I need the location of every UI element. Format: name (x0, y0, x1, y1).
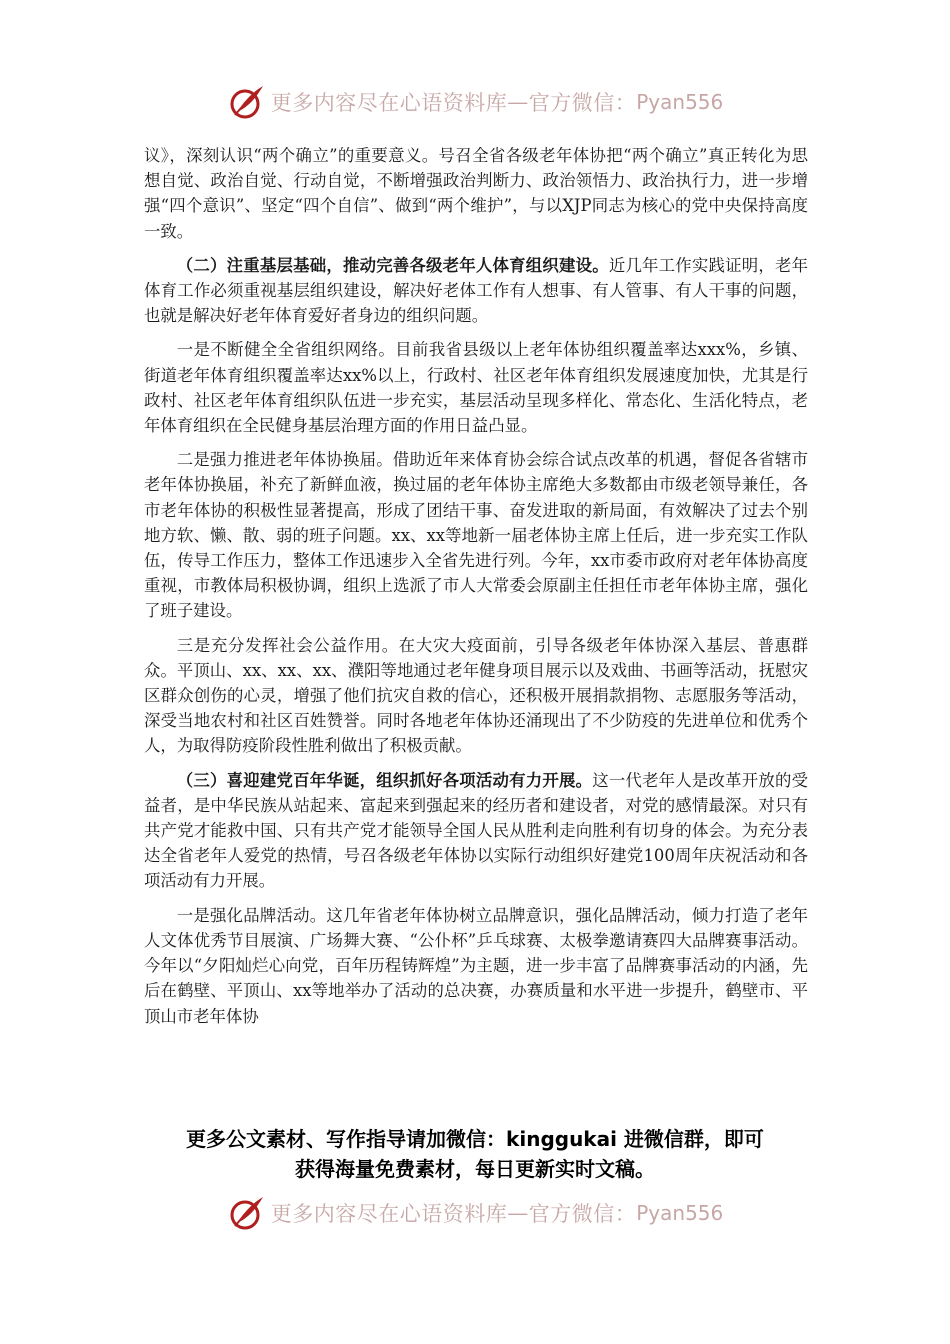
paragraph-section-3: （三）喜迎建党百年华诞，组织抓好各项活动有力开展。这一代老年人是改革开放的受益者，是中华民族从站起来、富起来到强起来的经历者和建设者，对党的感情最深。对只有共产党才能救中国、只有共产党才能领导全国人民从胜利走向胜利有切身的体会。为充分表达全省老年人爱党的热情，号召各级老年体协以实际行动组织好建党100周年庆祝活动和各项活动有力开展。 (144, 770, 809, 891)
quill-circle-icon (227, 82, 267, 122)
section-heading: （二）注重基层基础，推动完善各级老年人体育组织建设。 (176, 255, 609, 275)
paragraph: 议》，深刻认识“两个确立”的重要意义。号召全省各级老年体协把“两个确立”真正转化为思想自觉、政治自觉、行动自觉，不断增强政治判断力、政治领悟力、政治执行力，进一步增强“四个意识”、坚定“四个自信”、做到“两个维护”，与以XJP同志为核心的党中央保持高度一致。 (144, 146, 808, 241)
promo-line-2: 获得海量免费素材，每日更新实时文稿。 (295, 1157, 655, 1181)
watermark-dash: — (507, 90, 529, 114)
paragraph: 三是充分发挥社会公益作用。在大灾大疫面前，引导各级老年体协深入基层、普惠群众。平顶山、xx、xx、xx、濮阳等地通过老年健身项目展示以及戏曲、书画等活动，抚慰灾区群众创伤的心灵，增强了他们抗灾自救的信心，还积极开展捐款捐物、志愿服务等活动，深受当地农村和社区百姓赞誉。同时各地老年体协还涌现出了不少防疫的先进单位和优秀个人，为取得防疫阶段性胜利做出了积极贡献。 (144, 635, 808, 756)
paragraph: 一是强化品牌活动。这几年省老年体协树立品牌意识，强化品牌活动，倾力打造了老年人文体优秀节目展演、广场舞大赛、“公仆杯”乒乓球赛、太极拳邀请赛四大品牌赛事活动。今年以“夕阳灿烂心向党，百年历程铸辉煌”为主题，进一步丰富了品牌赛事活动的内涵，先后在鹤壁、平顶山、xx等地举办了活动的总决赛，办赛质量和水平进一步提升，鹤壁市、平顶山市老年体协 (144, 905, 808, 1026)
document-body (144, 143, 808, 1038)
watermark-wechat-id: Pyan556 (636, 90, 724, 114)
watermark-brand: 更多内容尽在心语资料库 (270, 91, 508, 115)
paragraph: 二是强力推进老年体协换届。借助近年来体育协会综合试点改革的机遇，督促各省辖市老年体协换届，补充了新鲜血液，换过届的老年体协主席绝大多数都由市级老领导兼任，各市老年体协的积极性显著提高，形成了团结干事、奋发进取的新局面，有效解决了过去个别地方软、懒、散、弱的班子问题。xx、xx等地新一届老体协主席上任后，进一步充实工作队伍，传导工作压力，整体工作迅速步入全省先进行列。今年，xx市委市政府对老年体协高度重视，市教体局积极协调，组织上选派了市人大常委会原副主任担任市老年体协主席，强化了班子建设。 (144, 450, 808, 621)
watermark-wechat-label: 官方微信： (528, 1202, 637, 1226)
watermark-brand: 更多内容尽在心语资料库 (270, 1202, 508, 1226)
quill-circle-icon (227, 1193, 267, 1233)
watermark-dash: — (507, 1201, 529, 1225)
watermark-header (0, 80, 950, 124)
watermark-footer (0, 1191, 950, 1235)
promo-banner (130, 1124, 820, 1184)
paragraph-section-2: （二）注重基层基础，推动完善各级老年人体育组织建设。近几年工作实践证明，老年体育工作必须重视基层组织建设，解决好老体工作有人想事、有人管事、有人干事的问题，也就是解决好老年体育爱好者身边的组织问题。 (144, 255, 809, 326)
section-heading: （三）喜迎建党百年华诞，组织抓好各项活动有力开展。 (176, 770, 593, 790)
promo-line-1: 更多公文素材、写作指导请加微信：kinggukai 进微信群，即可 (186, 1127, 764, 1151)
paragraph: 一是不断健全全省组织网络。目前我省县级以上老年体协组织覆盖率达xxx%，乡镇、街道老年体育组织覆盖率达xx%以上，行政村、社区老年体育组织发展速度加快，尤其是行政村、社区老年体育组织队伍进一步充实，基层活动呈现多样化、常态化、生活化特点，老年体育组织在全民健身基层治理方面的作用日益凸显。 (144, 340, 808, 436)
watermark-wechat-label: 官方微信： (528, 91, 637, 115)
watermark-wechat-id: Pyan556 (636, 1201, 724, 1225)
